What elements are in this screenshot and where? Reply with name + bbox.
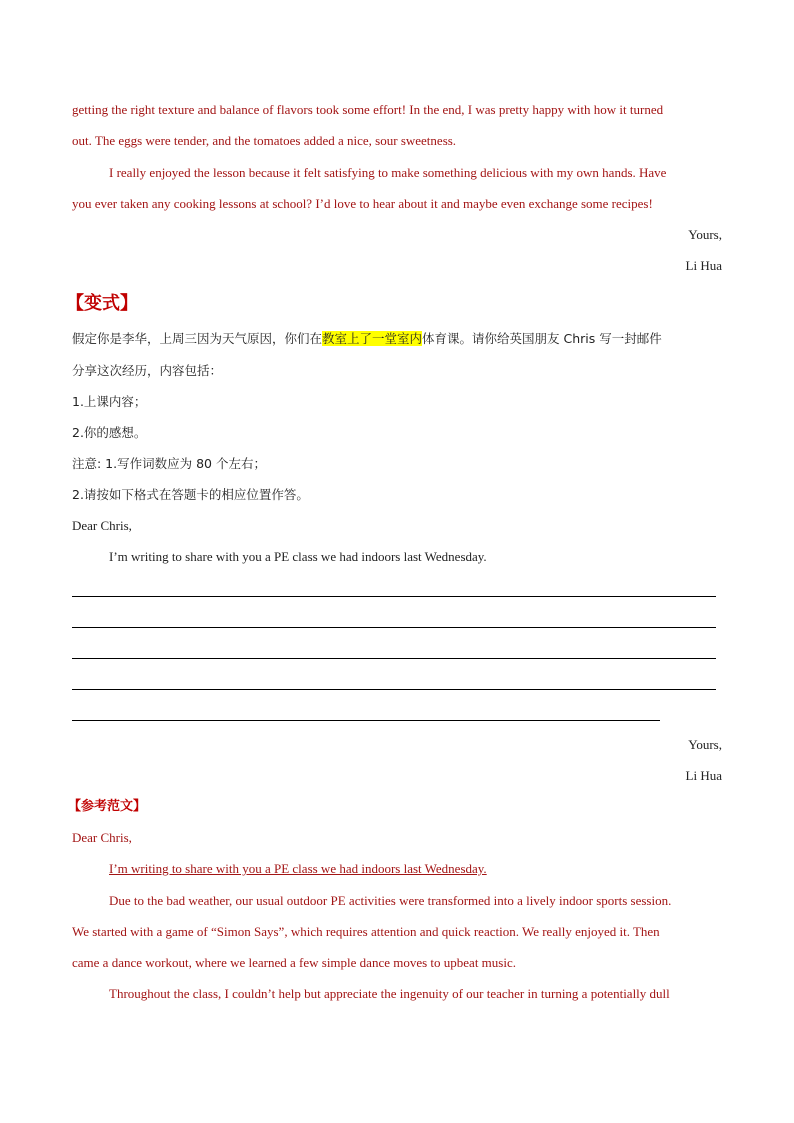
letter1-closing: Yours, [688,227,722,242]
variant-prompt [72,329,662,349]
reference-opening [72,859,487,879]
letter1-line: out. The eggs were tender, and the tomatoes added a nice, sour sweetness. [72,133,457,148]
variant-prompt-line2: 分享这次经历，内容包括： [72,363,223,378]
answer-line [72,720,660,721]
variant-opening: I’m writing to share with you a PE class we had indoors last Wednesday. [109,549,487,564]
reference-opening-text: I’m writing to share with you a PE class we had indoors last Wednesday. [109,861,487,876]
variant-closing: Yours, [688,737,722,752]
variant-greeting: Dear Chris, [72,518,132,533]
variant-heading: 【变式】 [66,293,138,314]
answer-line [72,689,716,690]
variant-note-2: 2.请按如下格式在答题卡的相应位置作答。 [72,487,309,502]
reference-line: came a dance workout, where we learned a few simple dance moves to upbeat music. [72,955,516,970]
answer-line [72,658,716,659]
variant-prompt-pre: 假定你是李华，上周三因为天气原因，你们在 [72,331,323,346]
reference-greeting: Dear Chris, [72,830,132,845]
reference-line: We started with a game of “Simon Says”, which requires attention and quick reaction. We really enjoyed it. Then [72,924,660,939]
answer-line [72,627,716,628]
variant-item-1: 1.上课内容； [72,394,147,409]
variant-note-1: 注意: 1.写作词数应为 80 个左右； [72,456,266,471]
variant-signature: Li Hua [685,768,722,783]
letter1-signature: Li Hua [685,258,722,273]
answer-line [72,596,716,597]
letter1-line: getting the right texture and balance of flavors took some effort! In the end, I was pretty happy with how it turned [72,102,664,117]
variant-prompt-post: 体育课。请你给英国朋友 Chris 写一封邮件 [422,331,662,346]
reference-line: Due to the bad weather, our usual outdoor PE activities were transformed into a lively indoor sports session. [109,893,672,908]
reference-heading: 【参考范文】 [68,799,147,814]
reference-line: Throughout the class, I couldn’t help but appreciate the ingenuity of our teacher in turning a potentially dull [109,986,670,1001]
letter1-line: I really enjoyed the lesson because it felt satisfying to make something delicious with my own hands. Have [109,165,667,180]
variant-item-2: 2.你的感想。 [72,425,147,440]
letter1-line: you ever taken any cooking lessons at school? I’d love to hear about it and maybe even exchange some recipes! [72,196,653,211]
variant-prompt-highlight: 教室上了一堂室内 [322,331,423,346]
